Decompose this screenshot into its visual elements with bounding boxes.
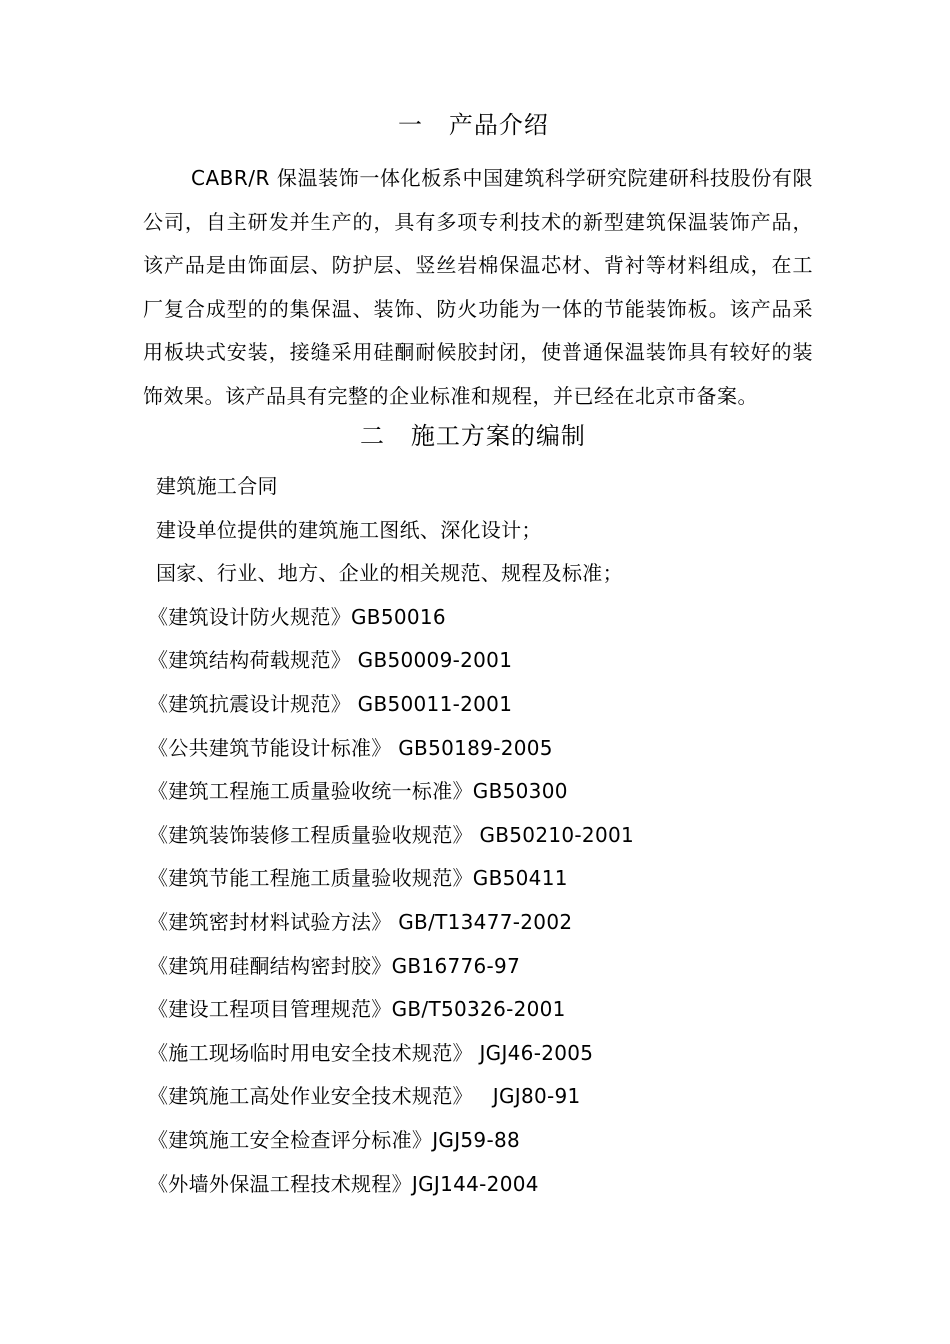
list-item: 《建筑用硅酮结构密封胶》GB16776-97 — [148, 953, 521, 978]
list-item: 《公共建筑节能设计标准》 GB50189-2005 — [148, 735, 553, 760]
list-item: 《建筑装饰装修工程质量验收规范》 GB50210-2001 — [148, 822, 635, 847]
list-item: 《建筑设计防火规范》GB50016 — [148, 604, 446, 629]
list-item: 《施工现场临时用电安全技术规范》 JGJ46-2005 — [148, 1040, 594, 1065]
list-item: 《外墙外保温工程技术规程》JGJ144-2004 — [148, 1171, 539, 1196]
list-item: 国家、行业、地方、企业的相关规范、规程及标准； — [156, 561, 623, 586]
section-heading-product-intro: 一 产品介绍 — [398, 111, 549, 139]
list-item: 《建筑工程施工质量验收统一标准》GB50300 — [148, 779, 568, 804]
list-item: 《建筑结构荷载规范》 GB50009-2001 — [148, 648, 513, 673]
list-item: 《建筑施工安全检查评分标准》JGJ59-88 — [148, 1127, 521, 1152]
list-item: 《建设工程项目管理规范》GB/T50326-2001 — [148, 997, 566, 1022]
list-item: 建设单位提供的建筑施工图纸、深化设计； — [156, 517, 542, 542]
product-intro-paragraph: CABR/R 保温装饰一体化板系中国建筑科学研究院建研科技股份有限公司，自主研发并生产的，具有多项专利技术的新型建筑保温装饰产品，该产品是由饰面层、防护层、竖丝岩棉保温芯材、背衬等材料组成，在工厂复合成型的的集保温、装饰、防火功能为一体的节能装饰板。该产品采用板块式安装，接缝采用硅酮耐候胶封闭，使普通保温装饰具有较好的装饰效果。该产品具有完整的企业标准和规程，并已经在北京市备案。 — [143, 166, 813, 408]
list-item: 《建筑密封材料试验方法》 GB/T13477-2002 — [148, 909, 573, 934]
section-heading-construction-plan: 二 施工方案的编制 — [360, 422, 586, 450]
compilation-basis-list — [148, 465, 634, 1206]
list-item: 《建筑节能工程施工质量验收规范》GB50411 — [148, 866, 568, 891]
list-item: 《建筑抗震设计规范》 GB50011-2001 — [148, 691, 513, 716]
list-item: 建筑施工合同 — [156, 474, 278, 498]
list-item: 《建筑施工高处作业安全技术规范》 JGJ80-91 — [148, 1084, 581, 1109]
